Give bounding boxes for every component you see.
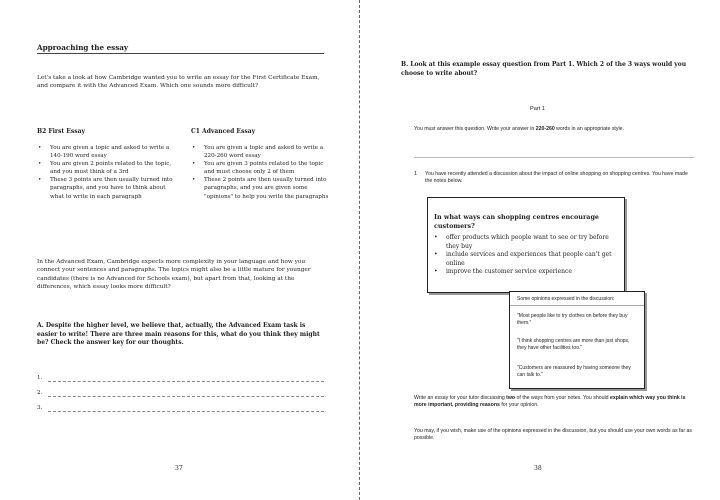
instruction-emphasis: two [506, 395, 516, 401]
separator-rule [414, 157, 694, 158]
answer-line-2[interactable] [37, 390, 324, 399]
opinions-rule [510, 305, 644, 306]
page-number-left: 37 [175, 465, 183, 472]
answer-number: 2. [37, 390, 43, 396]
opinion-quote: "Customers are reassured by having someone they can talk to." [517, 365, 631, 379]
opinion-quote: "Most people like to try clothes on before they buy them." [517, 313, 628, 327]
notes-title: In what ways can shopping centres encourage customers? [434, 213, 599, 230]
list-item: • improve the customer service experience [434, 268, 622, 277]
instruction-text: of the ways from your notes. You should [515, 395, 610, 401]
page-number-right: 38 [534, 465, 542, 472]
question-text: You have recently attended a discussion about the impact of online shopping on shopping centres. You have made the notes below. [425, 171, 688, 185]
essay-note: You may, if you wish, make use of the opinions expressed in the discussion, but you should use your own words as far as possible. [414, 428, 692, 442]
intro-paragraph: Let's take a look at how Cambridge wanted you to write an essay for the First Certificate Exam, and compare it with the Advanced Exam. Which one sounds more difficult? [37, 75, 320, 90]
task-b-question: B. Look at this example essay question from Part 1. Which 2 of the 3 ways would you choose to write about? [401, 61, 687, 77]
right-page [361, 0, 720, 500]
task-a-question: A. Despite the higher level, we believe that, actually, the Advanced Exam task is easier to write! There are three main reasons for this, what do you think they might be? Check the answer key for our thoughts. [37, 322, 320, 347]
instruction-text: words in an appropriate style. [554, 126, 624, 132]
instruction-emphasis: explain which way you think is more important, providing reasons [414, 395, 686, 409]
title-rule [37, 53, 324, 54]
answer-number: 3. [37, 405, 43, 411]
c1-advanced-heading: C1 Advanced Essay [191, 128, 256, 135]
list-item: • You are given a topic and asked to write a 140-190 word essay [37, 144, 177, 160]
question-number: 1 [414, 171, 418, 177]
opinion-quote: "I think shopping centres are more than just shops, they have other facilities too." [517, 338, 630, 352]
answer-line-3[interactable] [37, 405, 324, 414]
notes-list [434, 234, 622, 277]
answer-line-1[interactable] [37, 375, 324, 384]
list-item: • You are given 2 points related to the topic, and you must think of a 3rd [37, 160, 177, 176]
opinions-heading: Some opinions expressed in the discussion: [517, 296, 615, 302]
section-title: Approaching the essay [37, 43, 129, 52]
answer-dashed-line [48, 396, 324, 397]
exam-instruction [414, 126, 694, 133]
instruction-text: for your opinion. [499, 402, 539, 409]
left-page [0, 0, 359, 500]
list-item: • These 3 points are then usually turned into paragraphs, and you have to think about what to write in each paragraph [37, 176, 177, 200]
part-label: Part 1 [530, 106, 545, 112]
list-item: • include services and experiences that people can't get online [434, 251, 622, 268]
opinions-box [509, 291, 645, 389]
page-divider [359, 0, 360, 500]
b2-first-heading: B2 First Essay [37, 128, 85, 135]
notes-box [427, 197, 625, 293]
list-item: • offer products which people want to see or try before they buy [434, 234, 622, 251]
answer-dashed-line [48, 411, 324, 412]
list-item: • You are given a topic and asked to write a 220-260 word essay [191, 144, 331, 160]
answer-number: 1. [37, 375, 43, 381]
list-item: • These 2 points are then usually turned into paragraphs, and you are given some "opinions" to help you write the paragraphs [191, 176, 331, 200]
word-count: 220-260 [535, 126, 555, 132]
instruction-text: Write an essay for your tutor discussing [414, 395, 507, 401]
c1-advanced-list [191, 144, 331, 201]
list-item: • You are given 3 points related to the topic and must choose only 2 of them [191, 160, 331, 176]
comparison-paragraph: In the Advanced Exam, Cambridge expects more complexity in your language and how you connect your sentences and paragraphs. The topics might also be a little mature for younger candidates (there is no Advanced for Schools exam), but apart from that, looking at the differences, which essay looks more difficult? [37, 259, 311, 291]
answer-dashed-line [48, 381, 324, 382]
essay-instruction [414, 395, 696, 410]
instruction-text: You must answer this question. Write your answer in [414, 126, 536, 132]
b2-first-list [37, 144, 177, 201]
